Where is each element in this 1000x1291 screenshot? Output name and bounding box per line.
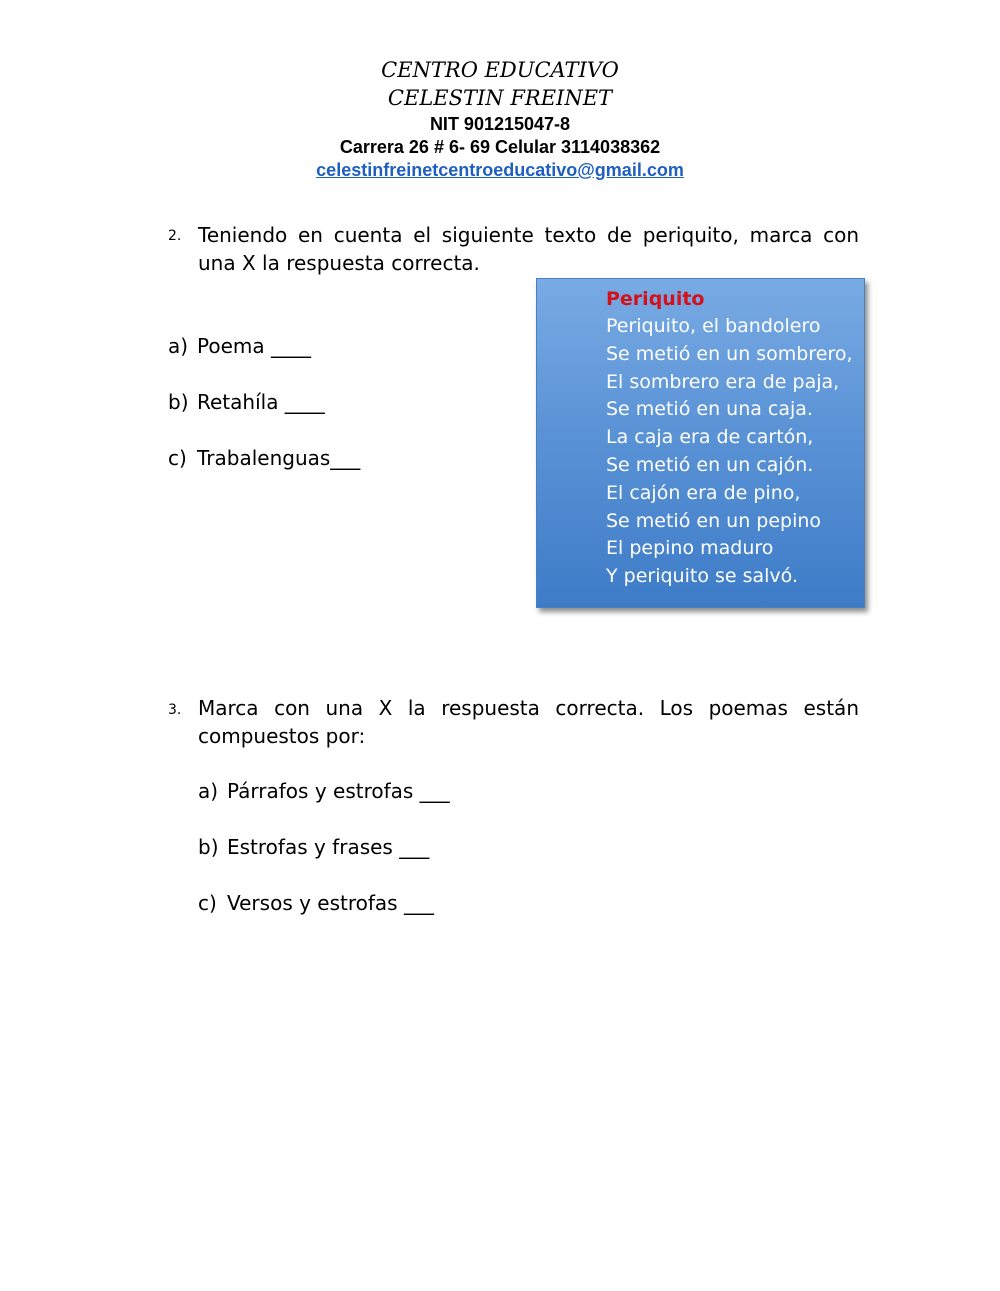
poem-box xyxy=(536,278,865,608)
option-letter: a) xyxy=(168,334,189,358)
poem-line: Se metió en una caja. xyxy=(606,398,813,421)
poem-line: El pepino maduro xyxy=(606,537,774,560)
option-text: Poema ____ xyxy=(197,334,311,358)
question-3-option-a[interactable] xyxy=(198,777,450,805)
option-letter: a) xyxy=(198,779,219,803)
question-2-option-c[interactable] xyxy=(168,444,360,472)
option-letter: b) xyxy=(168,390,189,414)
question-2-number: 2. xyxy=(168,228,182,244)
school-email-link[interactable]: celestinfreinetcentroeducativo@gmail.com xyxy=(316,160,684,180)
poem-line: Y periquito se salvó. xyxy=(606,565,799,588)
option-text: Versos y estrofas ___ xyxy=(227,891,434,915)
option-text: Estrofas y frases ___ xyxy=(227,835,430,859)
option-text: Párrafos y estrofas ___ xyxy=(227,779,450,803)
poem-line: La caja era de cartón, xyxy=(606,426,814,449)
option-text: Trabalenguas___ xyxy=(197,446,361,470)
question-2-option-b[interactable] xyxy=(168,388,325,416)
poem-line: Se metió en un sombrero, xyxy=(606,342,853,365)
option-letter: c) xyxy=(168,446,187,470)
question-2-text: Teniendo en cuenta el siguiente texto de periquito, marca con una X la respuesta correcta. xyxy=(198,223,859,275)
option-letter: b) xyxy=(198,835,219,859)
question-3-text: Marca con una X la respuesta correcta. Los poemas están compuestos por: xyxy=(198,696,859,748)
poem-line: Periquito, el bandolero xyxy=(606,315,821,337)
school-address: Carrera 26 # 6- 69 Celular 3114038362 xyxy=(339,137,661,157)
poem-title: Periquito xyxy=(606,288,705,310)
poem-lines xyxy=(606,313,853,591)
poem-line: El sombrero era de paja, xyxy=(606,370,840,393)
question-3-option-b[interactable] xyxy=(198,833,429,861)
poem-line: Se metió en un pepino xyxy=(606,509,822,532)
question-3-option-c[interactable] xyxy=(198,889,434,917)
option-letter: c) xyxy=(198,891,217,915)
school-header xyxy=(0,56,1000,182)
question-3-number: 3. xyxy=(168,702,182,718)
question-2-option-a[interactable] xyxy=(168,332,311,360)
school-name-line1: CENTRO EDUCATIVO xyxy=(381,58,619,82)
poem-line: El cajón era de pino, xyxy=(606,481,801,504)
school-nit: NIT 901215047-8 xyxy=(429,114,571,134)
poem-line: Se metió en un cajón. xyxy=(606,453,814,476)
option-text: Retahíla ____ xyxy=(197,390,325,414)
school-name-line2: CELESTIN FREINET xyxy=(387,86,613,110)
